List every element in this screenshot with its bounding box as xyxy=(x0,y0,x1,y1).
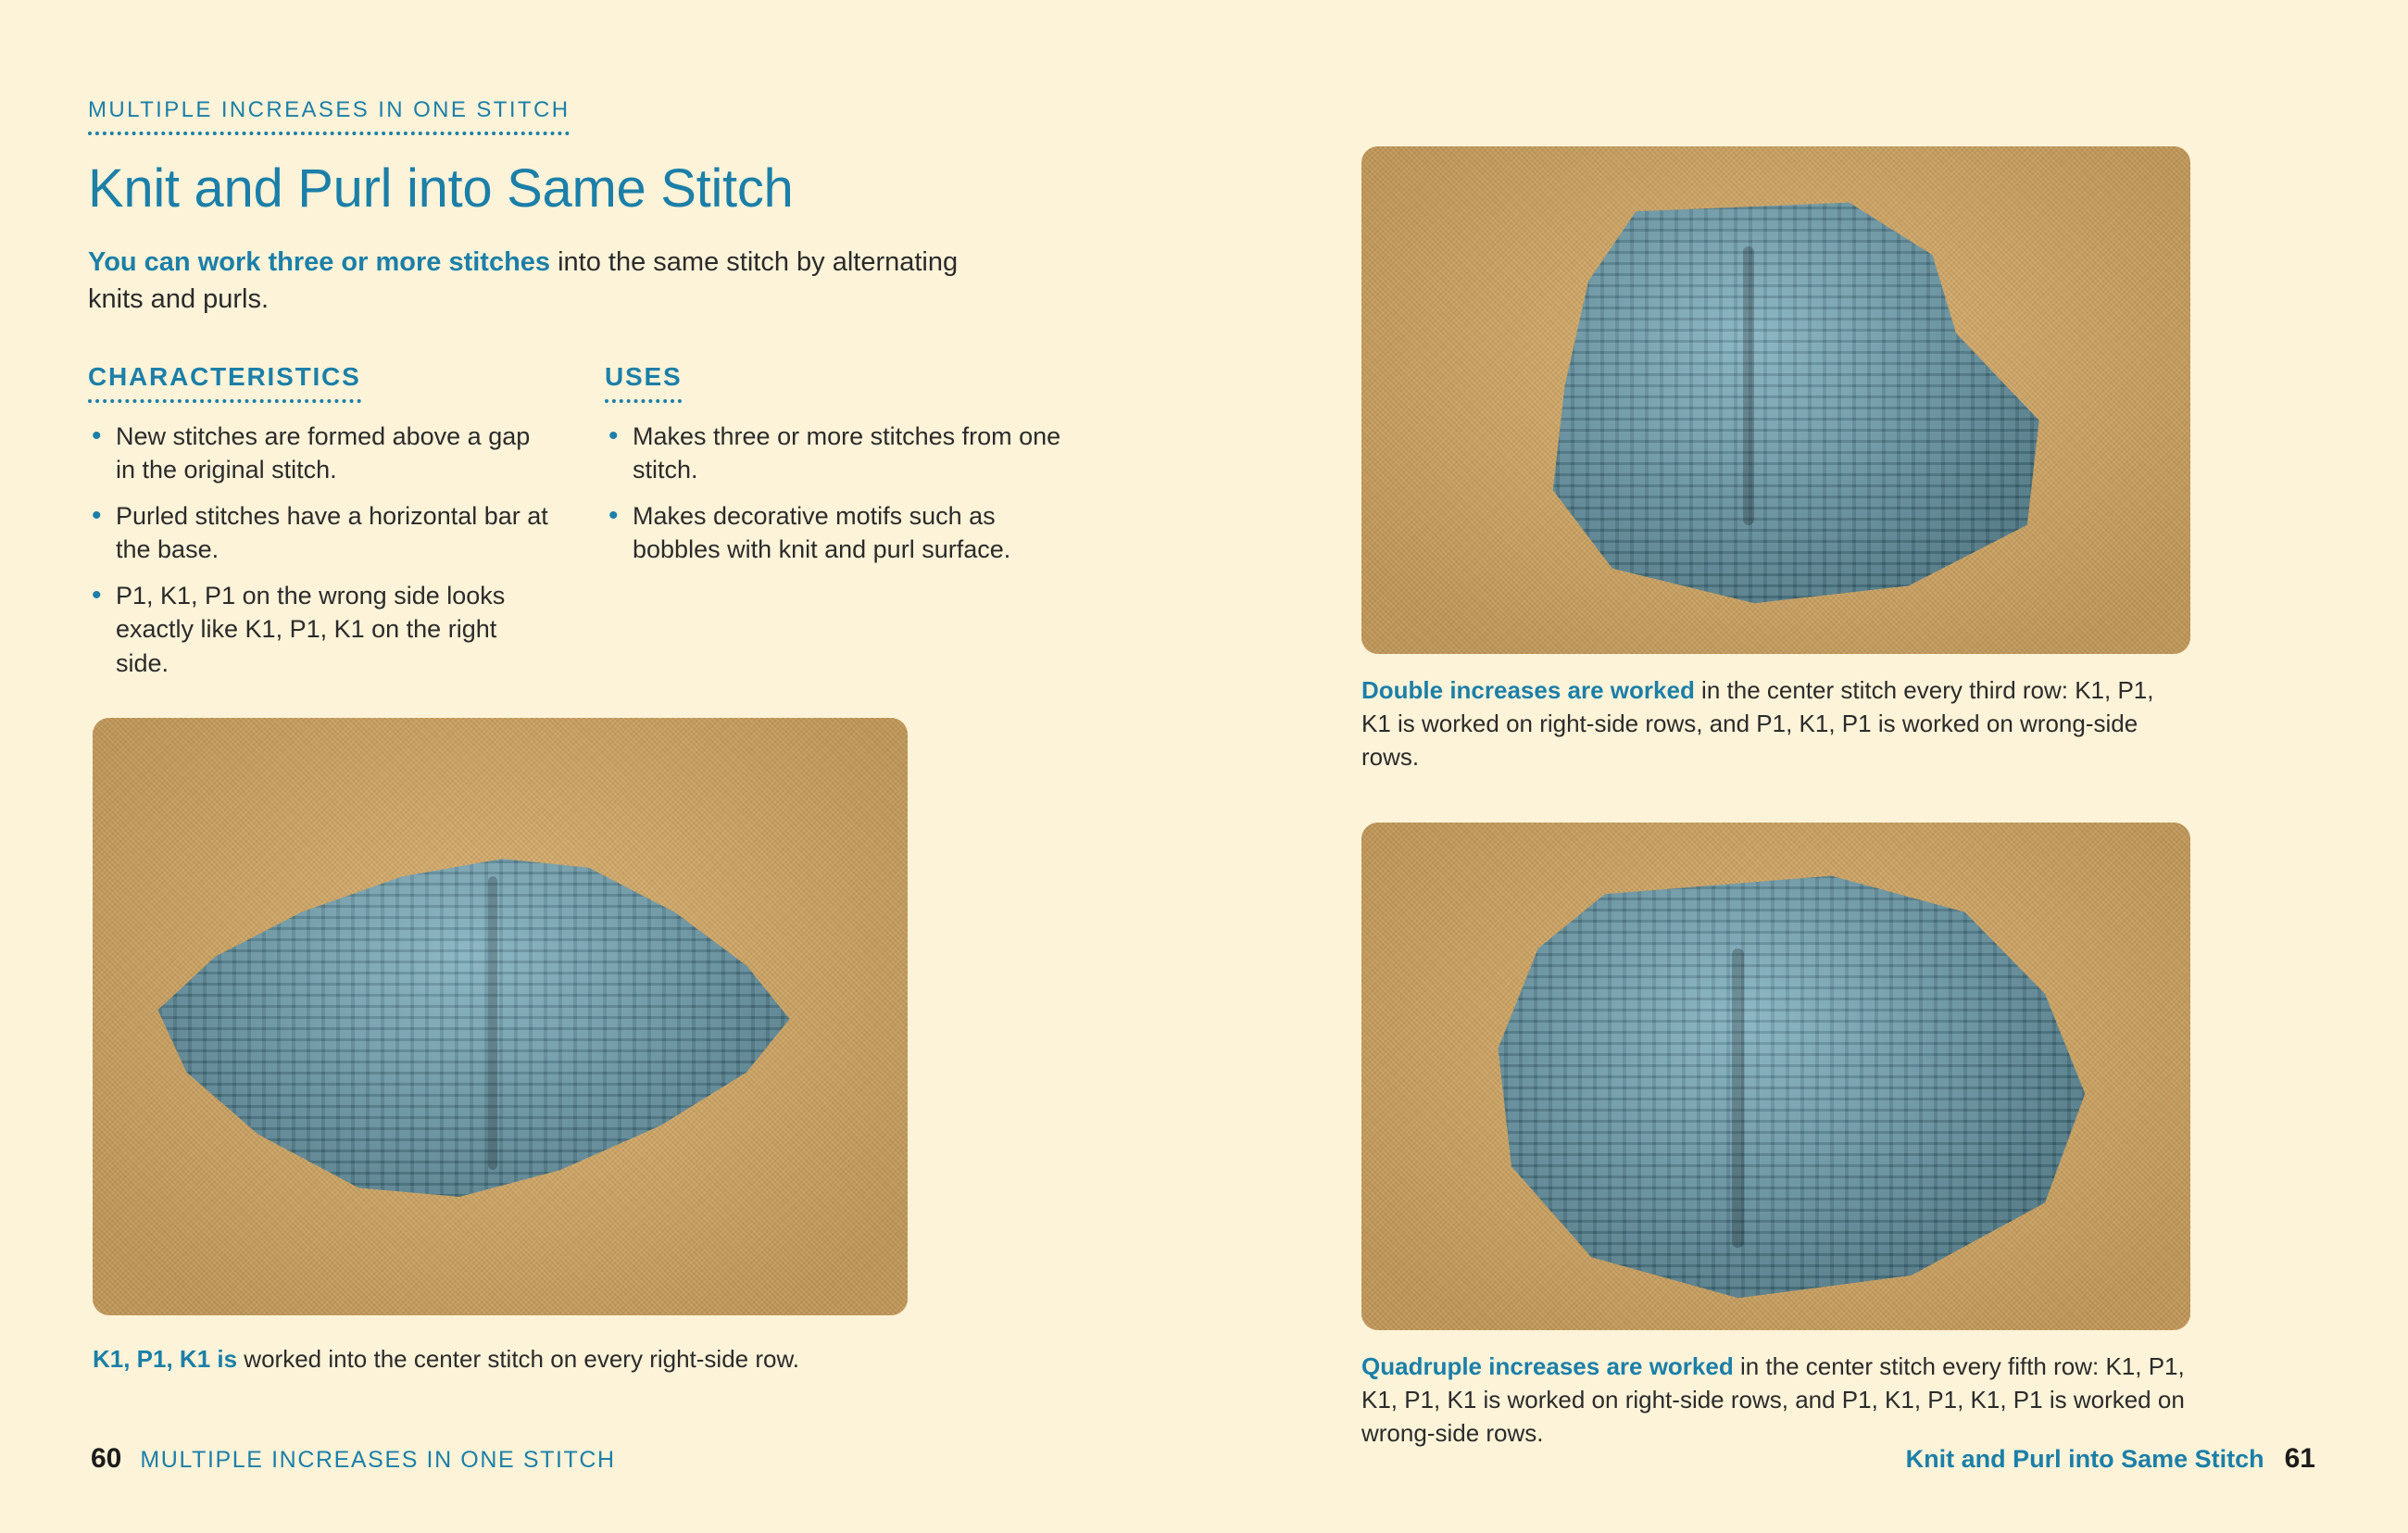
caption-text: in the center stitch every fifth row: K1, P1, K1, P1, K1 is worked on right-side rows, and P1, K1, P1, K1, P1 is worked on wrong-side rows. xyxy=(1361,1352,2185,1447)
footer-chapter-title: MULTIPLE INCREASES IN ONE STITCH xyxy=(140,1447,616,1473)
list-item: • New stitches are formed above a gap in the original stitch. xyxy=(88,420,551,487)
center-increase-line xyxy=(1732,949,1744,1248)
section-eyebrow: MULTIPLE INCREASES IN ONE STITCH xyxy=(88,97,570,135)
intro-rest: into the same stitch by alternating knits and purls. xyxy=(88,247,959,315)
characteristics-heading: CHARACTERISTICS xyxy=(88,362,361,403)
list-item: • Makes decorative motifs such as bobbles with knit and purl surface. xyxy=(605,499,1068,567)
list-item: • Purled stitches have a horizontal bar at the base. xyxy=(88,499,551,567)
feature-columns xyxy=(88,362,1088,692)
footer-left xyxy=(91,1443,616,1475)
swatch-photo-k1p1k1 xyxy=(93,718,908,1315)
caption-quadruple-increase xyxy=(1361,1351,2195,1451)
list-item: • Makes three or more stitches from one stitch. xyxy=(605,420,1068,487)
swatch-photo-quadruple-increase xyxy=(1361,823,2190,1330)
caption-text: worked into the center stitch on every right-side row. xyxy=(237,1345,800,1373)
intro-lead-in: You can work three or more stitches xyxy=(88,247,551,277)
footer-right xyxy=(1906,1443,2315,1475)
page-number-right: 61 xyxy=(2284,1443,2315,1474)
uses-column xyxy=(605,362,1068,692)
intro-paragraph xyxy=(88,244,977,318)
page-number-left: 60 xyxy=(91,1443,122,1474)
swatch-photo-double-increase xyxy=(1361,146,2190,654)
caption-lead-in: K1, P1, K1 is xyxy=(93,1345,238,1373)
uses-heading: USES xyxy=(605,362,682,403)
list-item: • P1, K1, P1 on the wrong side looks exactly like K1, P1, K1 on the right side. xyxy=(88,579,551,680)
center-increase-line xyxy=(488,876,497,1170)
page-title: Knit and Purl into Same Stitch xyxy=(88,158,794,219)
caption-lead-in: Double increases are worked xyxy=(1361,676,1695,704)
footer-section-title: Knit and Purl into Same Stitch xyxy=(1905,1445,2264,1473)
characteristics-list xyxy=(88,420,551,680)
caption-double-increase xyxy=(1361,674,2176,774)
caption-k1p1k1 xyxy=(93,1343,1019,1376)
center-increase-line xyxy=(1743,246,1754,525)
caption-text: in the center stitch every third row: K1, P1, K1 is worked on right-side rows, and P1, K1, P1 is worked on wrong-side rows. xyxy=(1361,676,2154,771)
caption-lead-in: Quadruple increases are worked xyxy=(1361,1352,1734,1380)
characteristics-column xyxy=(88,362,551,692)
left-text-column xyxy=(88,97,1088,692)
uses-list xyxy=(605,420,1068,567)
